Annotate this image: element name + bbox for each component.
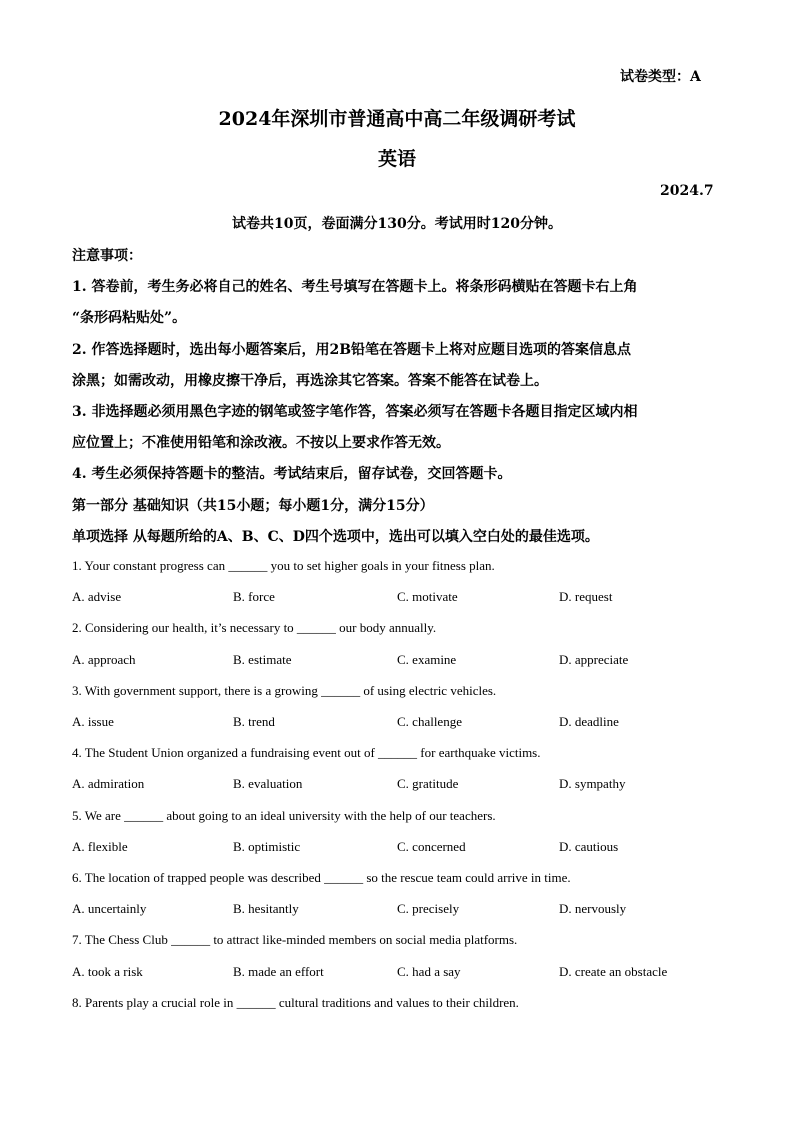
notice-line: 涂黑；如需改动，用橡皮擦干净后，再选涂其它答案。答案不能答在试卷上。 (72, 373, 548, 389)
option-d: D. sympathy (559, 776, 626, 791)
option-c: C. examine (397, 652, 457, 667)
option-a: A. flexible (72, 839, 128, 854)
option-b: B. force (233, 589, 275, 604)
option-a: A. issue (72, 714, 114, 729)
option-b: B. hesitantly (233, 901, 299, 916)
exam-info: 试卷共10页，卷面满分130分。考试用时120分钟。 (232, 216, 562, 232)
option-d: D. appreciate (559, 652, 629, 667)
question-stem: 1. Your constant progress can ______ you to set higher goals in your fitness plan. (72, 558, 495, 573)
option-b: B. optimistic (233, 839, 301, 854)
option-b: B. made an effort (233, 964, 324, 979)
option-a: A. admiration (72, 776, 145, 791)
section-instruction: 单项选择 从每题所给的A、B、C、D四个选项中，选出可以填入空白处的最佳选项。 (72, 529, 599, 545)
option-a: A. took a risk (72, 964, 143, 979)
option-c: C. motivate (397, 589, 458, 604)
option-b: B. trend (233, 714, 275, 729)
question-stem: 7. The Chess Club ______ to attract like-minded members on social media platforms. (72, 932, 518, 947)
option-c: C. gratitude (397, 776, 459, 791)
option-d: D. cautious (559, 839, 619, 854)
option-c: C. concerned (397, 839, 466, 854)
question-stem: 2. Considering our health, it’s necessary to ______ our body annually. (72, 620, 437, 635)
option-c: C. challenge (397, 714, 462, 729)
question-stem: 8. Parents play a crucial role in ______ cultural traditions and values to their children. (72, 995, 519, 1010)
exam-date: 2024.7 (660, 183, 714, 199)
option-d: D. request (559, 589, 613, 604)
question-stem: 3. With government support, there is a growing ______ of using electric vehicles. (72, 683, 497, 698)
option-a: A. advise (72, 589, 122, 604)
notice-line: 应位置上；不准使用铅笔和涂改液。不按以上要求作答无效。 (72, 435, 450, 451)
option-d: D. create an obstacle (559, 964, 668, 979)
option-d: D. nervously (559, 901, 627, 916)
notice-line: 1. 答卷前，考生务必将自己的姓名、考生号填写在答题卡上。将条形码横贴在答题卡右上角 (72, 279, 638, 295)
paper-type-label: 试卷类型：A (620, 69, 701, 85)
notice-line: 2. 作答选择题时，选出每小题答案后，用2B铅笔在答题卡上将对应题目选项的答案信息点 (72, 342, 632, 358)
notice-line: “条形码粘贴处”。 (72, 310, 187, 326)
notice-heading: 注意事项： (72, 248, 142, 264)
option-b: B. evaluation (233, 776, 303, 791)
option-a: A. uncertainly (72, 901, 147, 916)
notice-line: 3. 非选择题必须用黑色字迹的钢笔或签字笔作答，答案必须写在答题卡各题目指定区域内相 (72, 404, 638, 420)
question-stem: 5. We are ______ about going to an ideal university with the help of our teachers. (72, 808, 496, 823)
option-c: C. precisely (397, 901, 460, 916)
option-c: C. had a say (397, 964, 461, 979)
option-a: A. approach (72, 652, 136, 667)
option-d: D. deadline (559, 714, 619, 729)
option-b: B. estimate (233, 652, 292, 667)
section-heading: 第一部分 基础知识（共15小题；每小题1分，满分15分） (72, 498, 434, 514)
question-stem: 4. The Student Union organized a fundraising event out of ______ for earthquake victims. (72, 745, 541, 760)
question-stem: 6. The location of trapped people was described ______ so the rescue team could arrive in time. (72, 870, 571, 885)
exam-title: 2024年深圳市普通高中高二年级调研考试 (218, 108, 576, 130)
notice-line: 4. 考生必须保持答题卡的整洁。考试结束后，留存试卷，交回答题卡。 (72, 466, 512, 482)
subject-title: 英语 (377, 148, 416, 170)
